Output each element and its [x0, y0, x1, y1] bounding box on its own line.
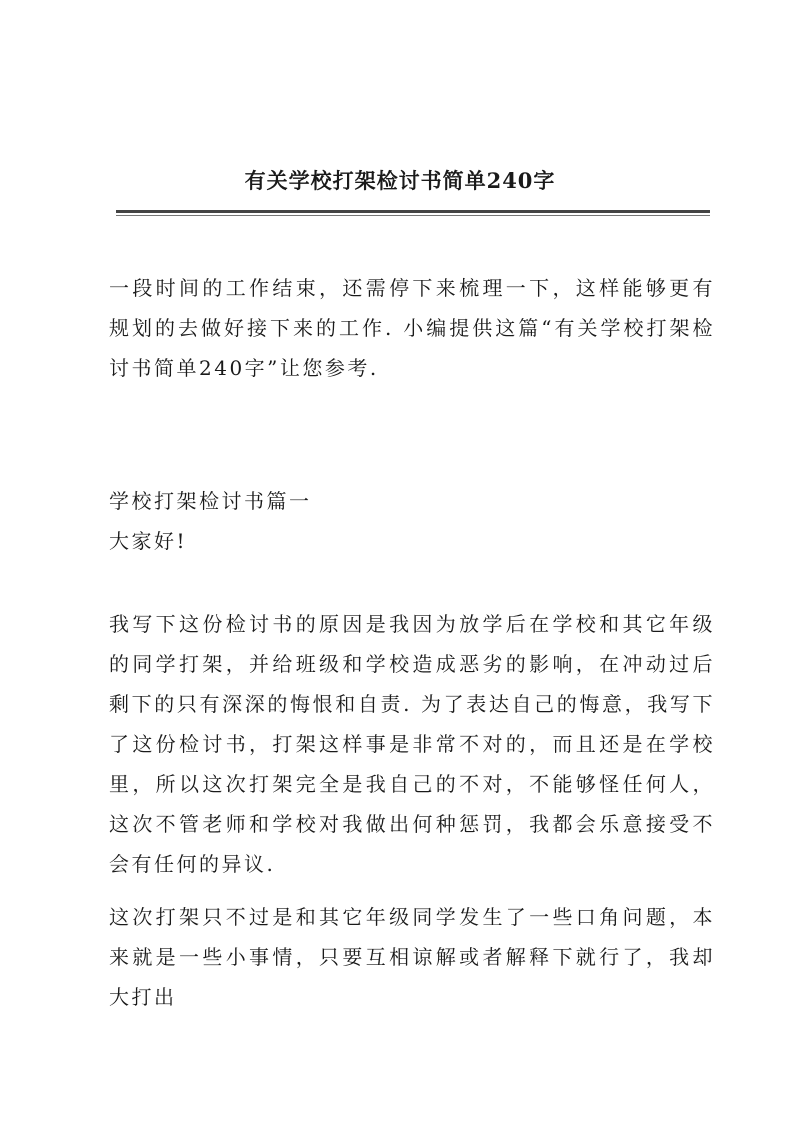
title-divider-thin — [116, 215, 710, 216]
title-divider-thick — [116, 210, 710, 213]
document-title: 有关学校打架检讨书简单240字 — [244, 168, 556, 193]
body-paragraph: 这次打架只不过是和其它年级同学发生了一些口角问题，本来就是一些小事情，只要互相谅解或者解释下就行了，我却大打出 — [109, 905, 715, 1009]
intro-paragraph: 一段时间的工作结束，还需停下来梳理一下，这样能够更有规划的去做好接下来的工作. 小编提供这篇“有关学校打架检讨书简单240字”让您参考. — [109, 276, 715, 380]
body-paragraph: 我写下这份检讨书的原因是我因为放学后在学校和其它年级的同学打架，并给班级和学校造成恶劣的影响，在冲动过后剩下的只有深深的悔恨和自责. 为了表达自己的悔意，我写下了这份检讨书，打架这样事是非常不对的，而且还是在学校里，所以这次打架完全是我自己的不对，不能够怪任何人，这次不管老师和学校对我做出何种惩罚，我都会乐意接受不会有任何的异议. — [109, 612, 715, 876]
section-heading: 学校打架检讨书篇一 — [109, 489, 312, 513]
greeting: 大家好! — [109, 529, 188, 553]
